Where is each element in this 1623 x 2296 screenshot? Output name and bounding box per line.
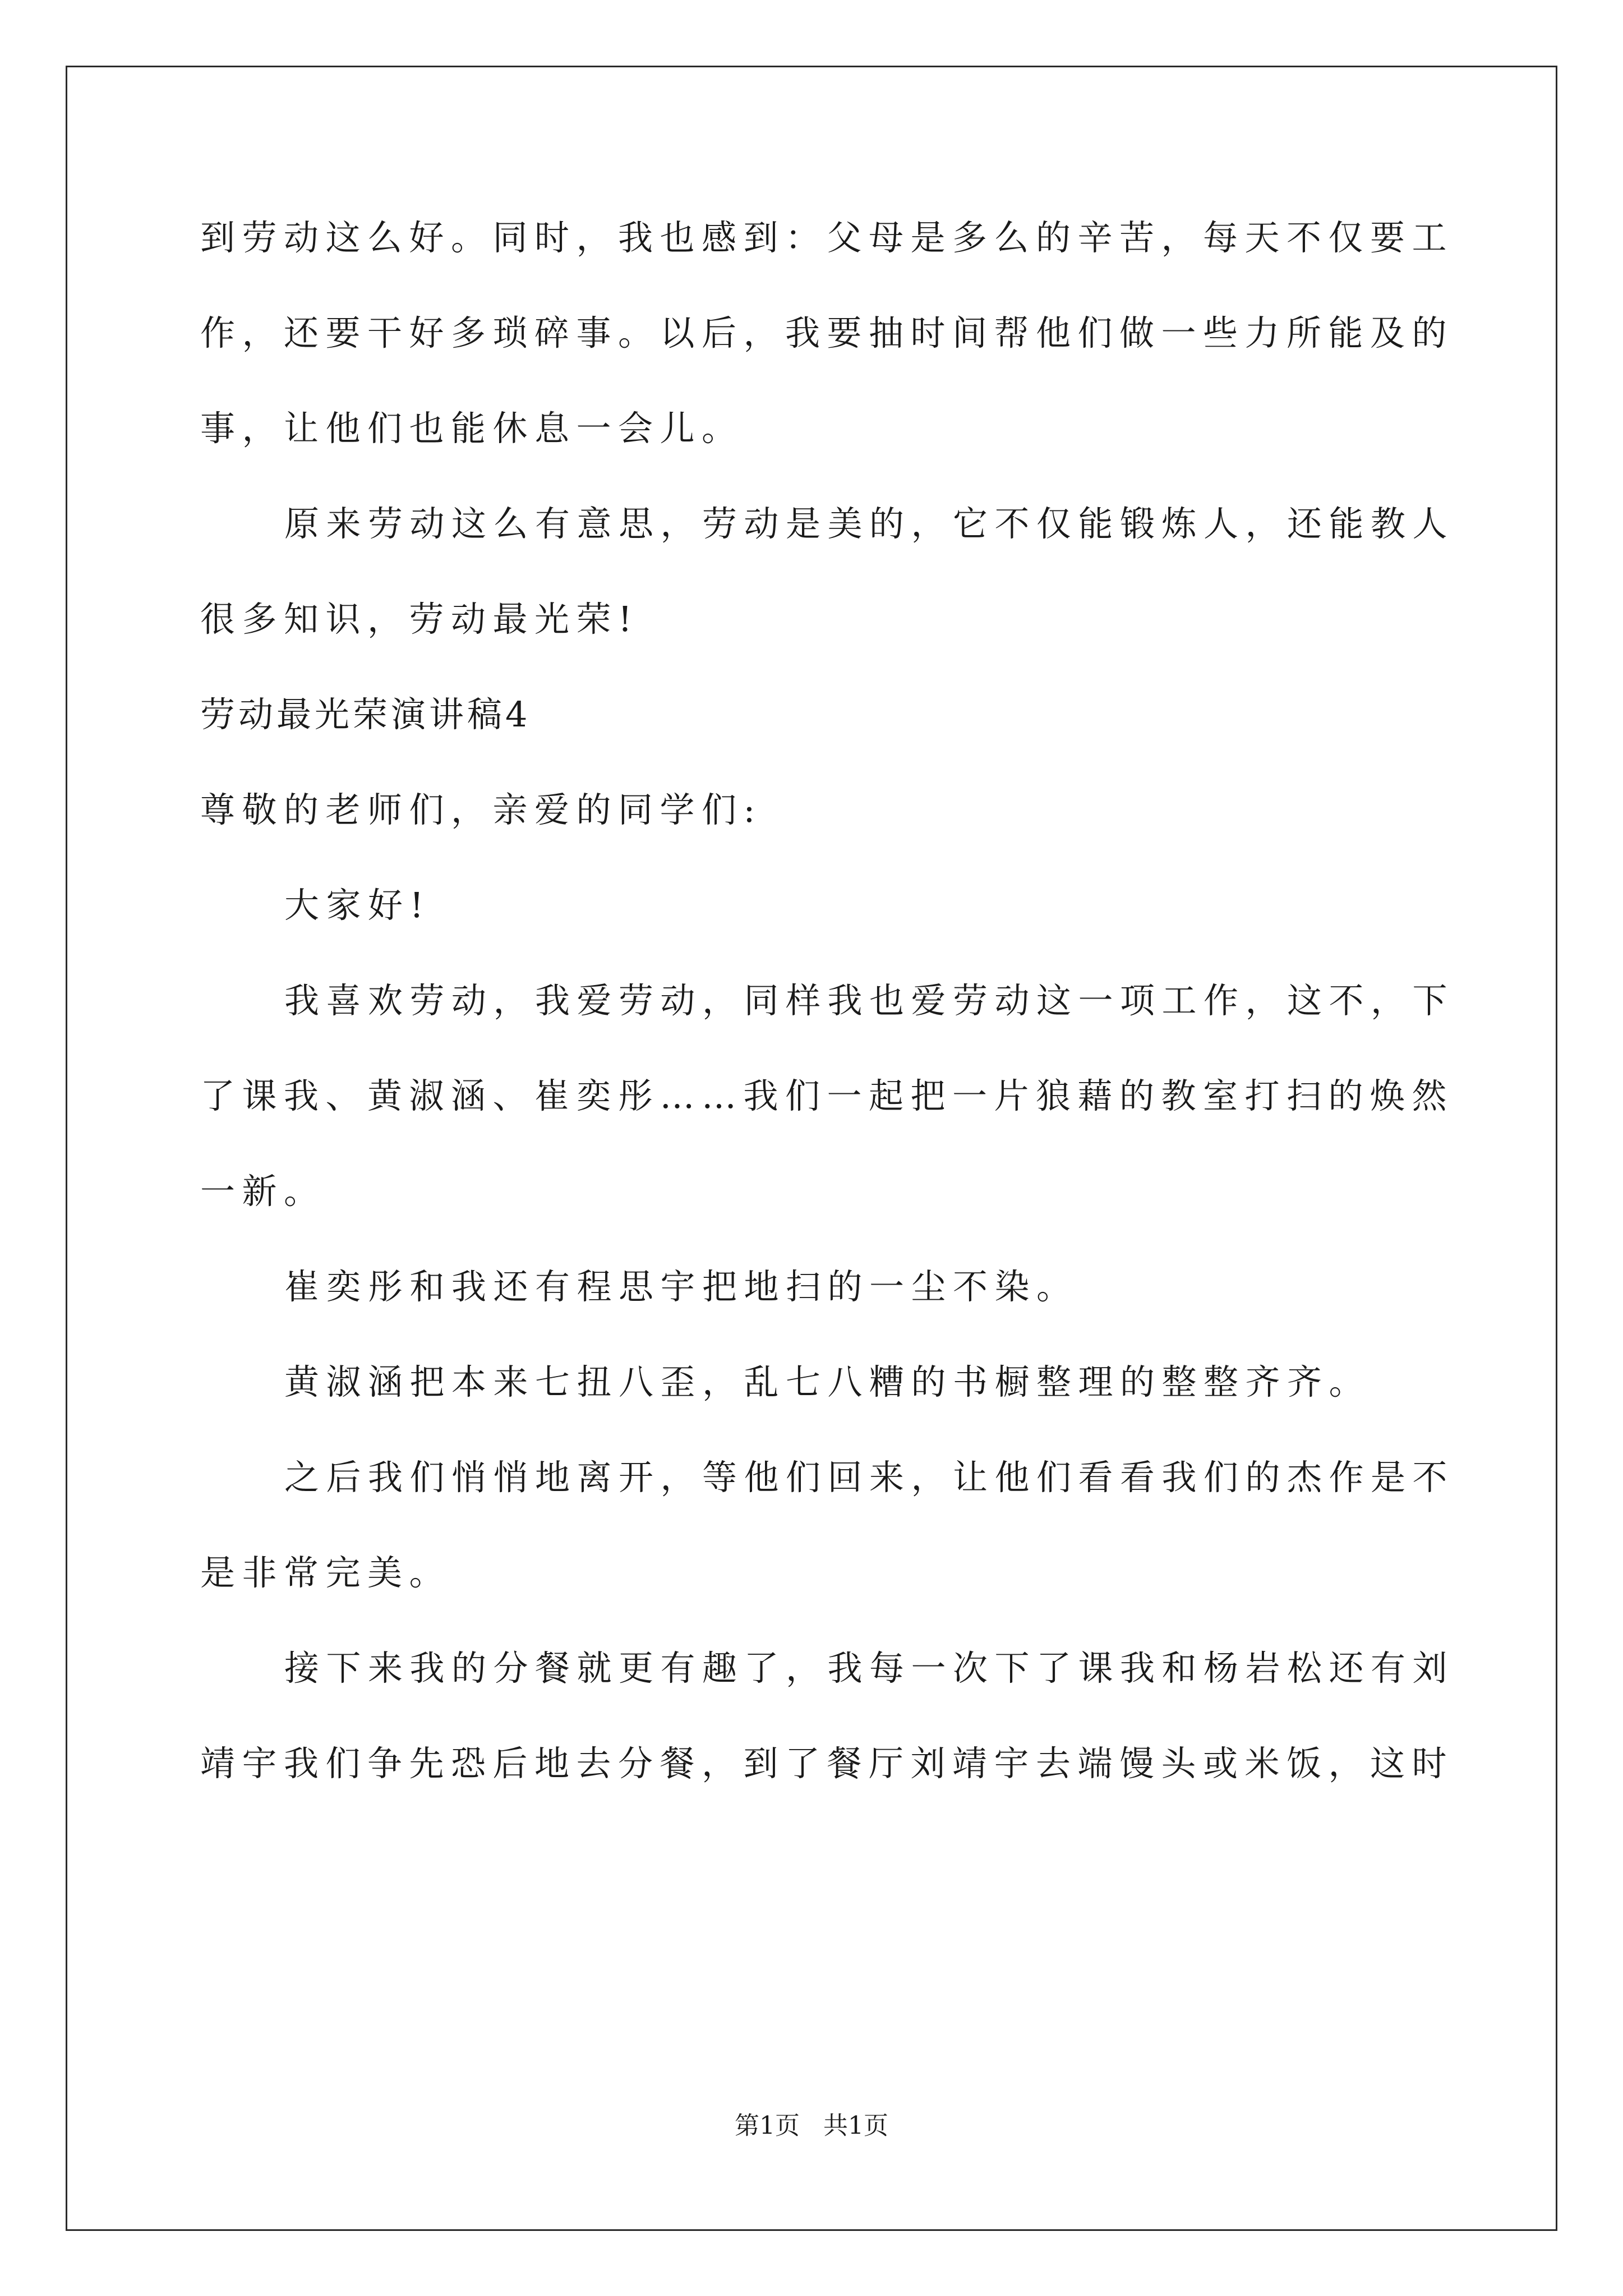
salutation: 尊敬的老师们，亲爱的同学们:: [200, 789, 762, 830]
paragraph-line: 很多知识，劳动最光荣!: [200, 599, 639, 639]
paragraph-line: 一新。: [200, 1171, 326, 1212]
paragraph-line: 原来劳动这么有意思，劳动是美的，它不仅能锻炼人，还能教人: [284, 503, 1455, 544]
greeting: 大家好!: [284, 885, 431, 926]
paragraph-line: 崔奕彤和我还有程思宇把地扫的一尘不染。: [284, 1266, 1078, 1307]
paragraph-line: 黄淑涵把本来七扭八歪，乱七八糟的书橱整理的整整齐齐。: [284, 1361, 1371, 1402]
paragraph-line: 之后我们悄悄地离开，等他们回来，让他们看看我们的杰作是不: [284, 1457, 1455, 1498]
page-footer: 第1页 共1页: [735, 2111, 888, 2140]
paragraph-line: 作，还要干好多琐碎事。以后，我要抽时间帮他们做一些力所能及的: [200, 312, 1454, 353]
paragraph-line: 是非常完美。: [200, 1552, 451, 1593]
section-title: 劳动最光荣演讲稿4: [200, 694, 531, 735]
paragraph-line: 接下来我的分餐就更有趣了，我每一次下了课我和杨岩松还有刘: [284, 1648, 1455, 1688]
paragraph-line: 靖宇我们争先恐后地去分餐，到了餐厅刘靖宇去端馒头或米饭，这时: [200, 1743, 1454, 1784]
paragraph-line: 了课我、黄淑涵、崔奕彤……我们一起把一片狼藉的教室打扫的焕然: [200, 1075, 1454, 1116]
paragraph-line: 我喜欢劳动，我爱劳动，同样我也爱劳动这一项工作，这不，下: [284, 980, 1455, 1021]
paragraph-line: 到劳动这么好。同时，我也感到：父母是多么的辛苦，每天不仅要工: [200, 217, 1454, 258]
document-body: [200, 210, 1455, 1831]
paragraph-line: 事，让他们也能休息一会儿。: [200, 408, 744, 449]
